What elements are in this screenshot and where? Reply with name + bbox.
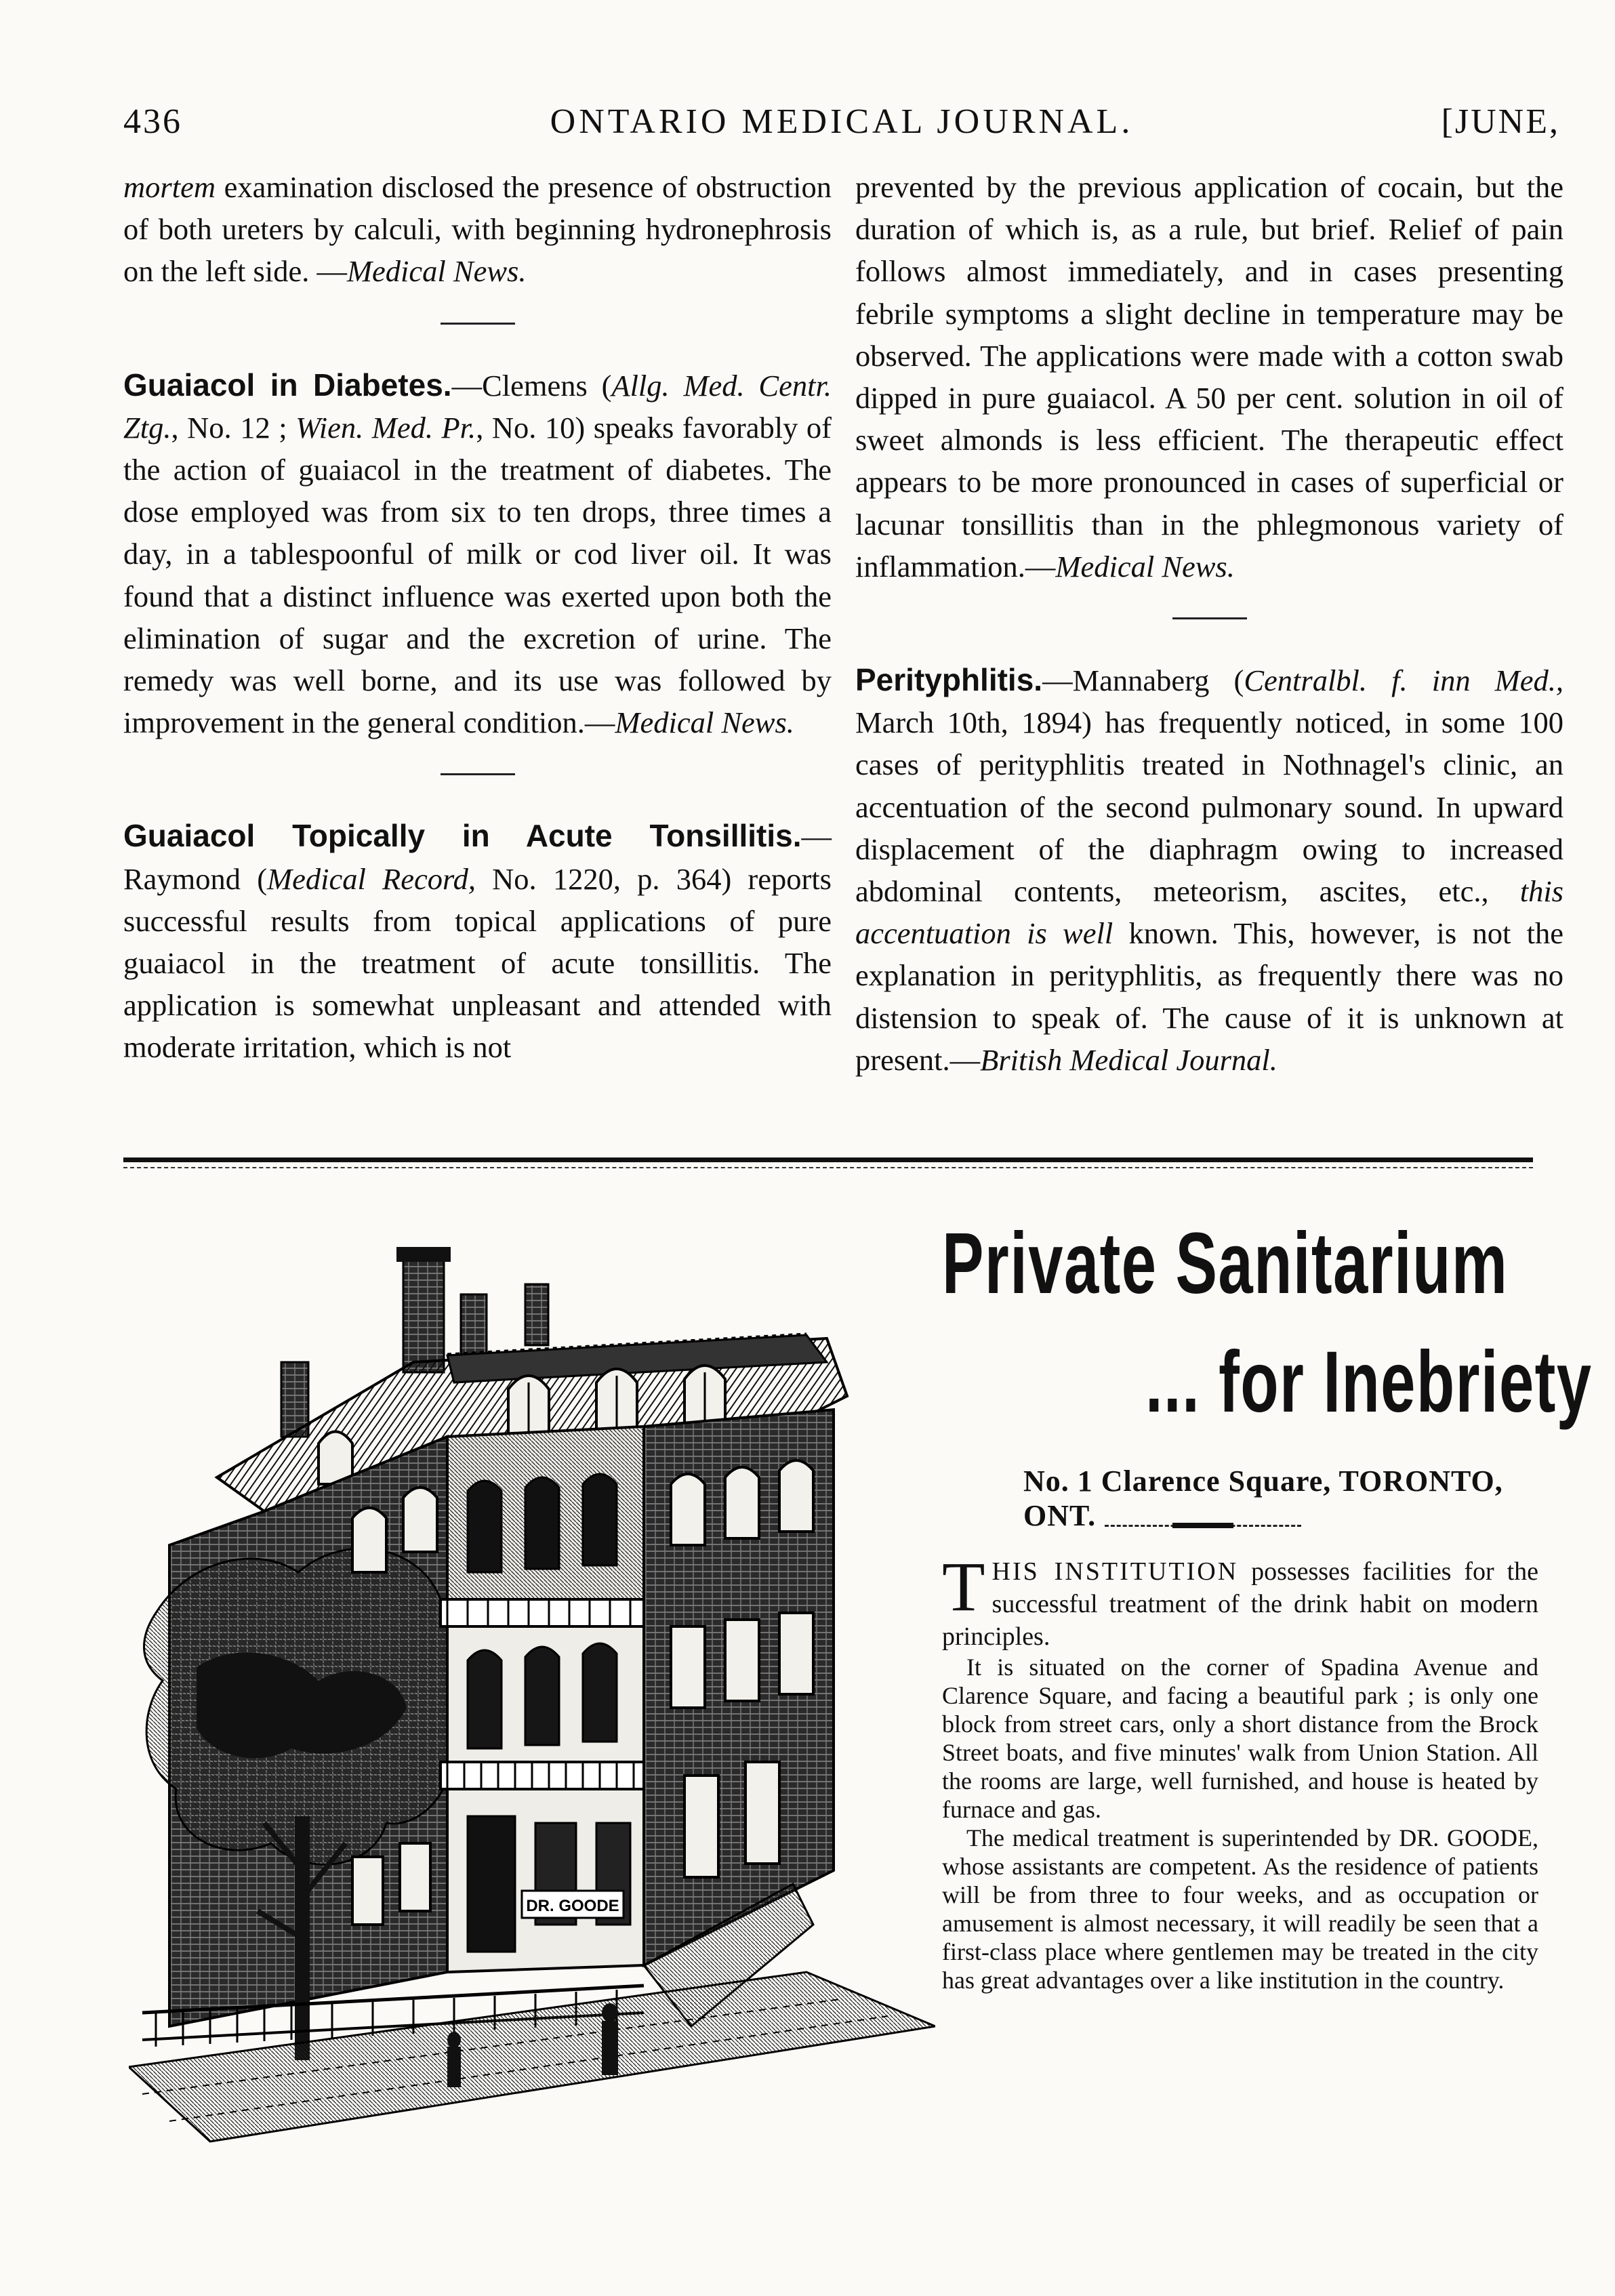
heading-guaiacol-tonsillitis: Guaiacol Topically in Acute Tonsillitis.: [123, 818, 802, 854]
source-medical-news: Medical News.: [615, 705, 794, 740]
article-guaiacol-tonsillitis: [123, 815, 832, 1068]
issue-month: [JUNE,: [1441, 102, 1560, 141]
ad-treatment-paragraph: The medical treatment is superintended by DR. GOODE, whose assistants are competent. As the residence of patients will be from three to four weeks, and as occupation or amusement is almost necessary, it will readily be seen that a first-class place where gentlemen may be treated in the city has great advantages over a like institution in the country.: [942, 1824, 1538, 1994]
author-mannaberg: —Mannaberg (: [1042, 663, 1244, 698]
article-guaiacol-tonsillitis-cont: [855, 166, 1563, 588]
source-medical-news: Medical News.: [1055, 549, 1235, 583]
page-number: 436: [123, 102, 182, 141]
body-guaiacol-tonsillitis-right: prevented by the previous application of cocain, but the duration of which is, as a rule, but brief. Relief of pain follows almost immediately, and in cases presenting febrile symptoms a slight decline in temperature may be observed. The applications were made with a cotton swab dipped in pure guaiacol. A 50 per cent. solution in oil of sweet almonds is less efficient. The therapeutic effect appears to be more pronounced in cases of superficial or lacunar tonsillitis than in the phlegmonous variety of inflammation.—: [855, 170, 1563, 583]
author-raymond: —Raymond (: [123, 819, 832, 896]
right-column: [855, 166, 1563, 1081]
citation-wien-med: Wien. Med. Pr.: [295, 410, 476, 445]
citation-centralbl: Centralbl. f. inn Med.,: [1244, 663, 1563, 698]
citation-allg-med: Allg. Med. Centr. Ztg.: [123, 368, 832, 445]
article-perityphlitis: [855, 659, 1563, 1081]
ad-title-line-2: ... for Inebriety: [1145, 1334, 1593, 1431]
heading-guaiacol-diabetes: Guaiacol in Diabetes.: [123, 367, 452, 403]
article-divider: [1172, 617, 1247, 619]
advertisement-rule: [123, 1157, 1533, 1162]
ad-location-paragraph: It is situated on the corner of Spadina Avenue and Clarence Square, and facing a beautiful park ; is only one block from street cars, only a short distance from the Brock Street boats, and five minutes' walk from Union Station. All the rooms are large, well furnished, and house is heated by furnace and gas.: [942, 1654, 1538, 1823]
ad-title-line-1: Private Sanitarium: [942, 1215, 1509, 1312]
running-header: [123, 102, 1560, 149]
ad-body: [942, 1548, 1539, 1994]
ad-separator-center: [1172, 1523, 1233, 1528]
doctor-sign-text: DR. GOODE: [526, 1897, 619, 1915]
facade-right-wing: [644, 1410, 834, 1965]
article-divider: [441, 773, 515, 775]
sanitarium-building-illustration: [129, 1193, 935, 2182]
continued-italic-word: mortem: [123, 170, 216, 204]
ad-intro-caps: HIS INSTITUTION: [992, 1557, 1239, 1586]
author-clemens: —Clemens (: [451, 368, 612, 403]
journal-title: ONTARIO MEDICAL JOURNAL.: [550, 102, 1134, 141]
left-column: [123, 166, 832, 1069]
italic-accentuation-phrase: this accentuation is well: [855, 874, 1563, 951]
article-guaiacol-diabetes: [123, 364, 832, 744]
ad-drop-cap: T: [942, 1548, 985, 1626]
body-guaiacol-diabetes: , No. 10) speaks favorably of the action of guaiacol in the treatment of diabetes. The dose employed was from six to ten drops, three times a day, in a tablespoonful of milk or cod liver oil. It was found that a distinct influence was exerted upon both the elimination of sugar and the excretion of urine. The remedy was well borne, and its use was followed by improvement in the general condition.—: [123, 410, 832, 740]
heading-perityphlitis: Perityphlitis.: [855, 662, 1043, 698]
article-divider: [441, 323, 515, 325]
continued-text: examination disclosed the presence of obstruction of both ureters by calculi, with beginning hydronephrosis on the left side. —: [123, 170, 832, 289]
source-british-medical-journal: British Medical Journal.: [980, 1042, 1277, 1077]
continued-article: [123, 166, 832, 293]
body-perityphlitis-2: known. This, however, is not the explanation in perityphlitis, as frequently there was no distension to speak of. The cause of it is unknown at present.—: [855, 916, 1563, 1077]
body-perityphlitis-1: March 10th, 1894) has frequently noticed, in some 100 cases of perityphlitis treated in Nothnagel's clinic, an accentuation of the second pulmonary sound. In upward displacement of the diaphragm owing to increased abdominal contents, meteorism, ascites, etc.,: [855, 705, 1563, 909]
ad-intro-text: possesses facilities for the successful treatment of the drink habit on modern principles.: [942, 1557, 1539, 1651]
continued-source: Medical News.: [346, 254, 527, 289]
citation-medical-record: Medical Record,: [267, 861, 476, 896]
advertisement-dashed-rule: [123, 1167, 1533, 1168]
ad-intro-paragraph: [942, 1548, 1539, 1653]
body-guaiacol-tonsillitis-left: No. 1220, p. 364) reports successful results from topical applications of pure guaiacol in the treatment of acute tonsillitis. The application is somewhat unpleasant and attended with moderate irritation, which is not: [123, 861, 832, 1065]
ad-address: No. 1 Clarence Square, TORONTO, ONT.: [1023, 1464, 1503, 1532]
citation-number: , No. 12 ;: [171, 410, 296, 445]
